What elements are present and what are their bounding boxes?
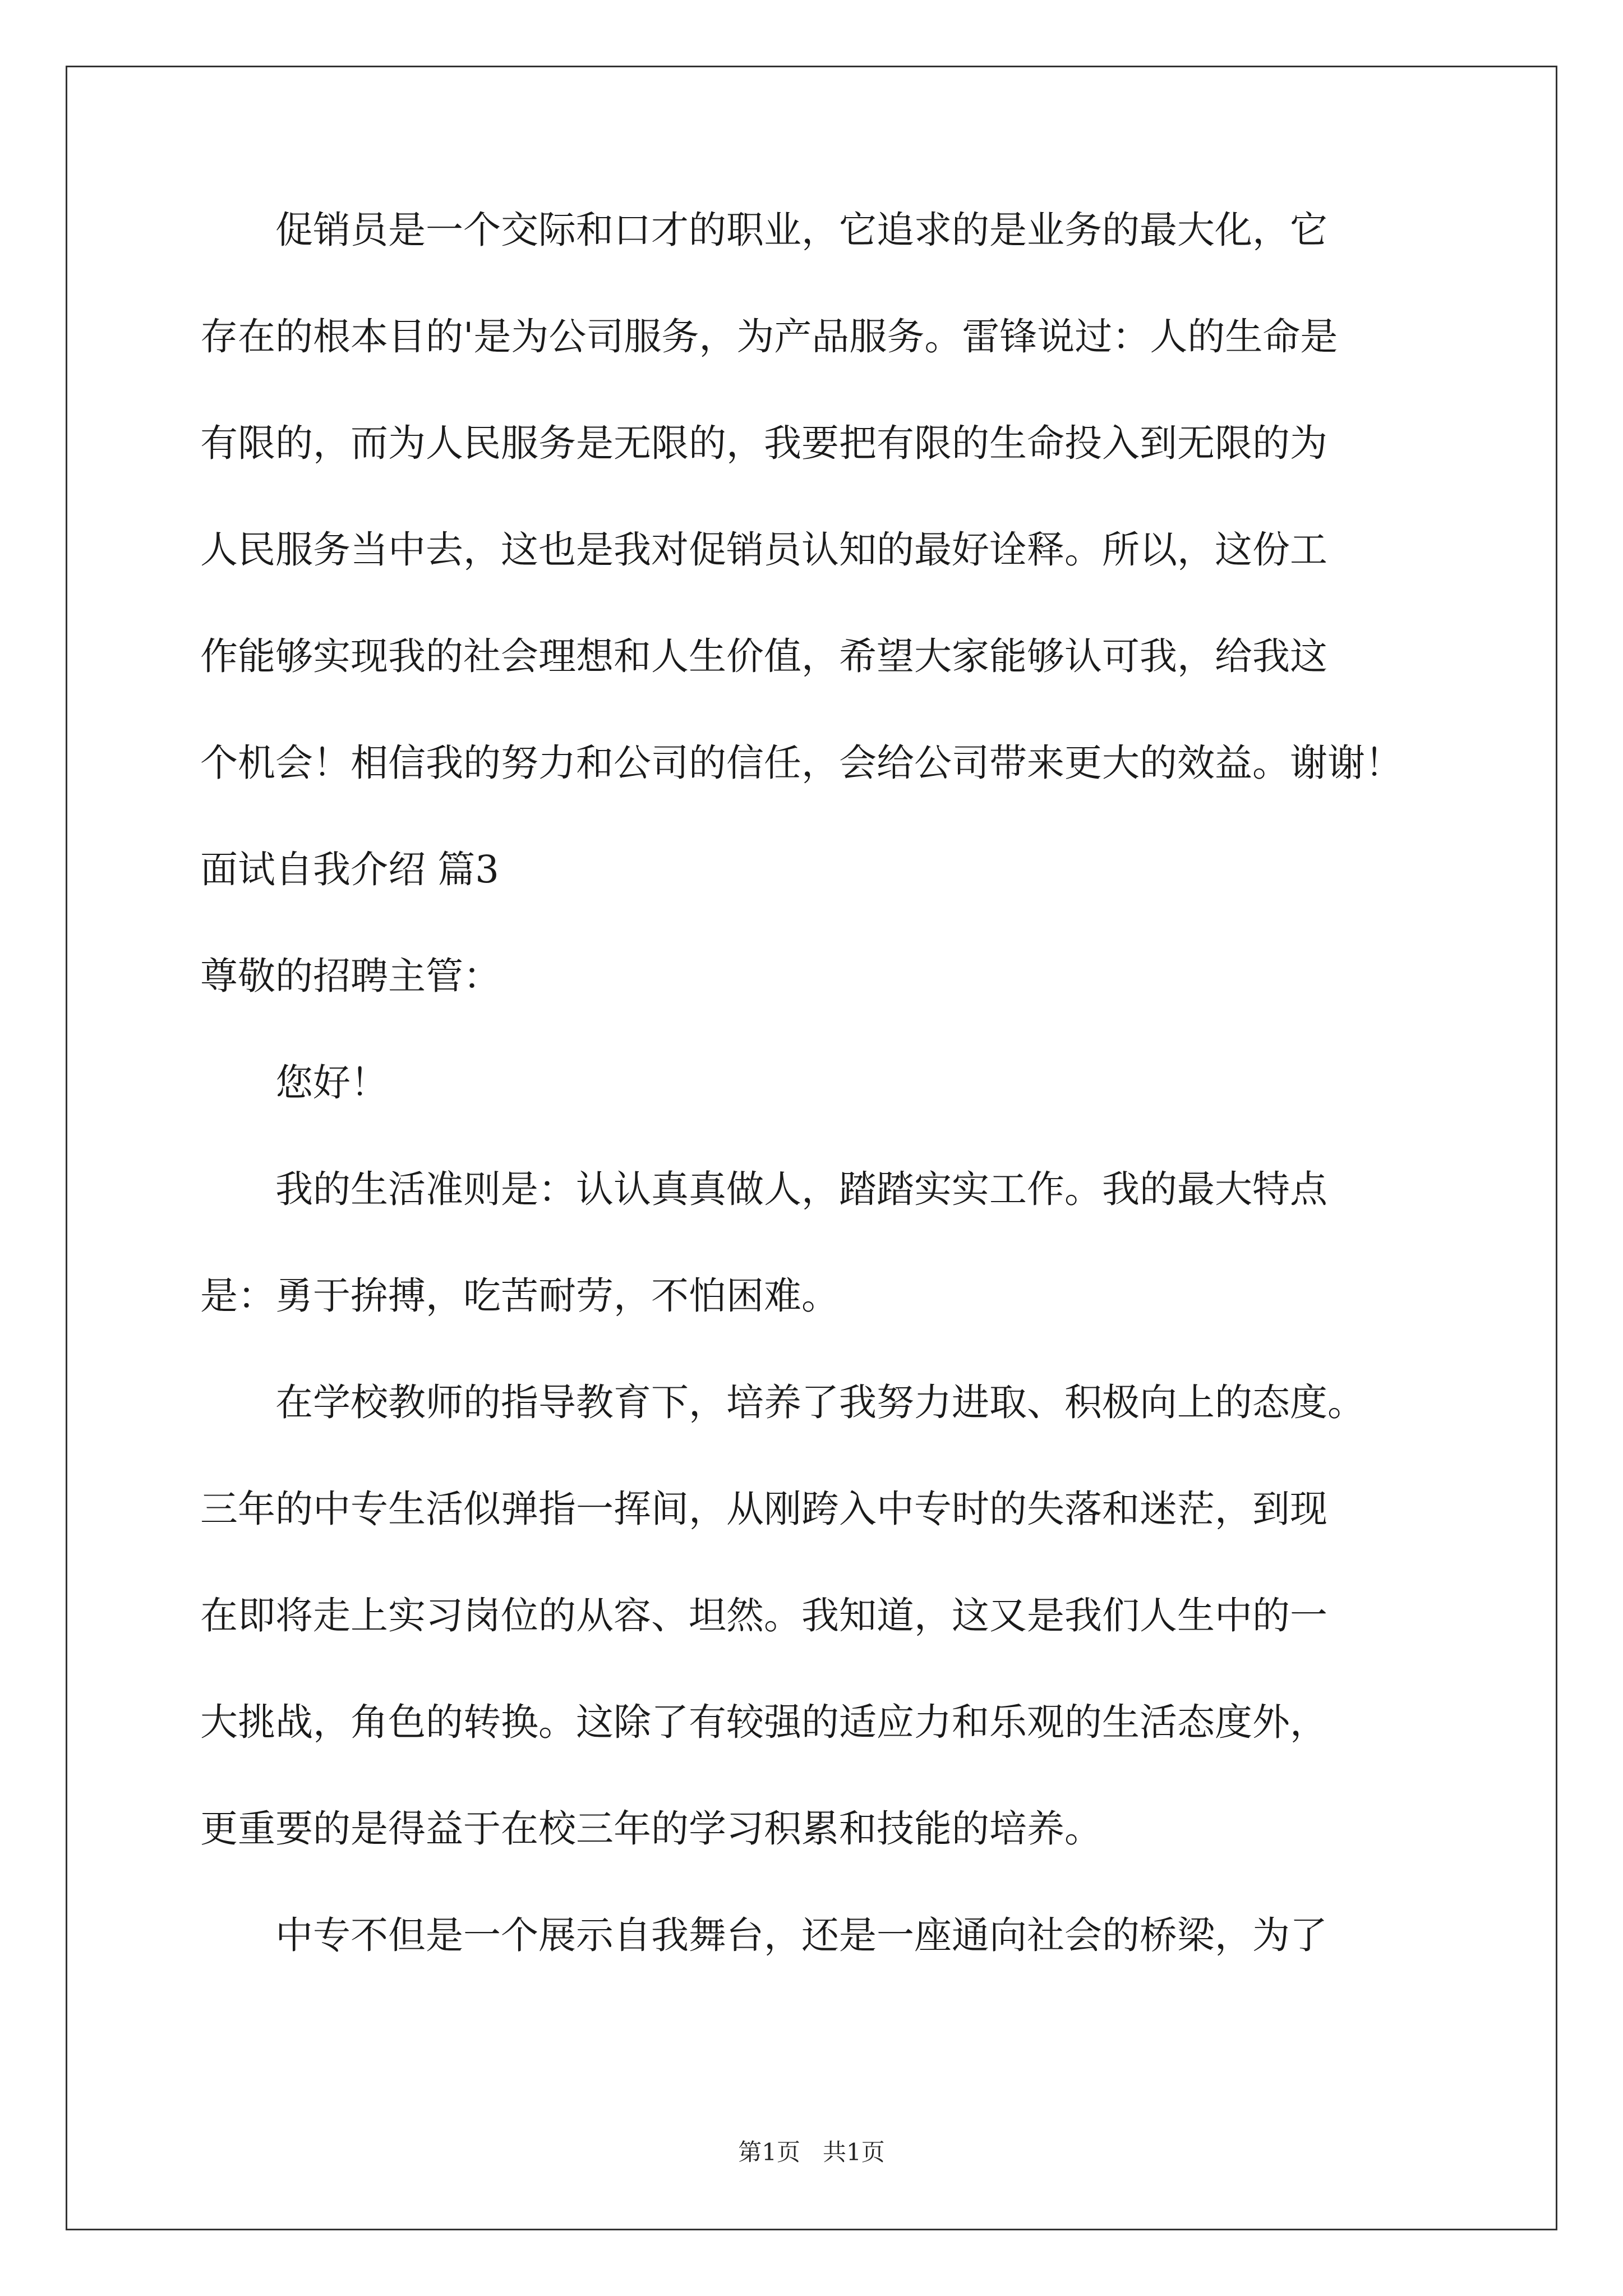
paragraph-line: 个机会！相信我的努力和公司的信任，会给公司带来更大的效益。谢谢！ [200,741,1403,785]
paragraph-line: 在学校教师的指导教育下，培养了我努力进取、积极向上的态度。 [275,1381,1365,1424]
greeting: 您好！ [275,1061,388,1105]
paragraph-line: 人民服务当中去，这也是我对促销员认知的最好诠释。所以，这份工 [200,528,1327,572]
paragraph-line: 作能够实现我的社会理想和人生价值，希望大家能够认可我，给我这 [200,634,1327,678]
page-footer: 第1页 共1页 [738,2138,885,2166]
paragraph-line: 存在的根本目的'是为公司服务，为产品服务。雷锋说过：人的生命是 [200,315,1338,358]
paragraph-line: 大挑战，角色的转换。这除了有较强的适应力和乐观的生活态度外， [200,1700,1327,1744]
paragraph-line: 三年的中专生活似弹指一挥间，从刚跨入中专时的失落和迷茫，到现 [200,1487,1327,1531]
paragraph-line: 促销员是一个交际和口才的职业，它追求的是业务的最大化，它 [275,208,1327,252]
paragraph-line: 更重要的是得益于在校三年的学习积累和技能的培养。 [200,1807,1102,1851]
paragraph-line: 我的生活准则是：认认真真做人，踏踏实实工作。我的最大特点 [275,1167,1327,1211]
salutation: 尊敬的招聘主管： [200,954,501,998]
paragraph-line: 是：勇于拚搏，吃苦耐劳，不怕困难。 [200,1274,839,1318]
document-body [200,210,1440,2022]
paragraph-line: 有限的，而为人民服务是无限的，我要把有限的生命投入到无限的为 [200,421,1327,465]
paragraph-line: 中专不但是一个展示自我舞台，还是一座通向社会的桥梁，为了 [275,1913,1327,1957]
paragraph-line: 在即将走上实习岗位的从容、坦然。我知道，这又是我们人生中的一 [200,1594,1327,1637]
section-heading: 面试自我介绍 篇3 [200,848,499,891]
